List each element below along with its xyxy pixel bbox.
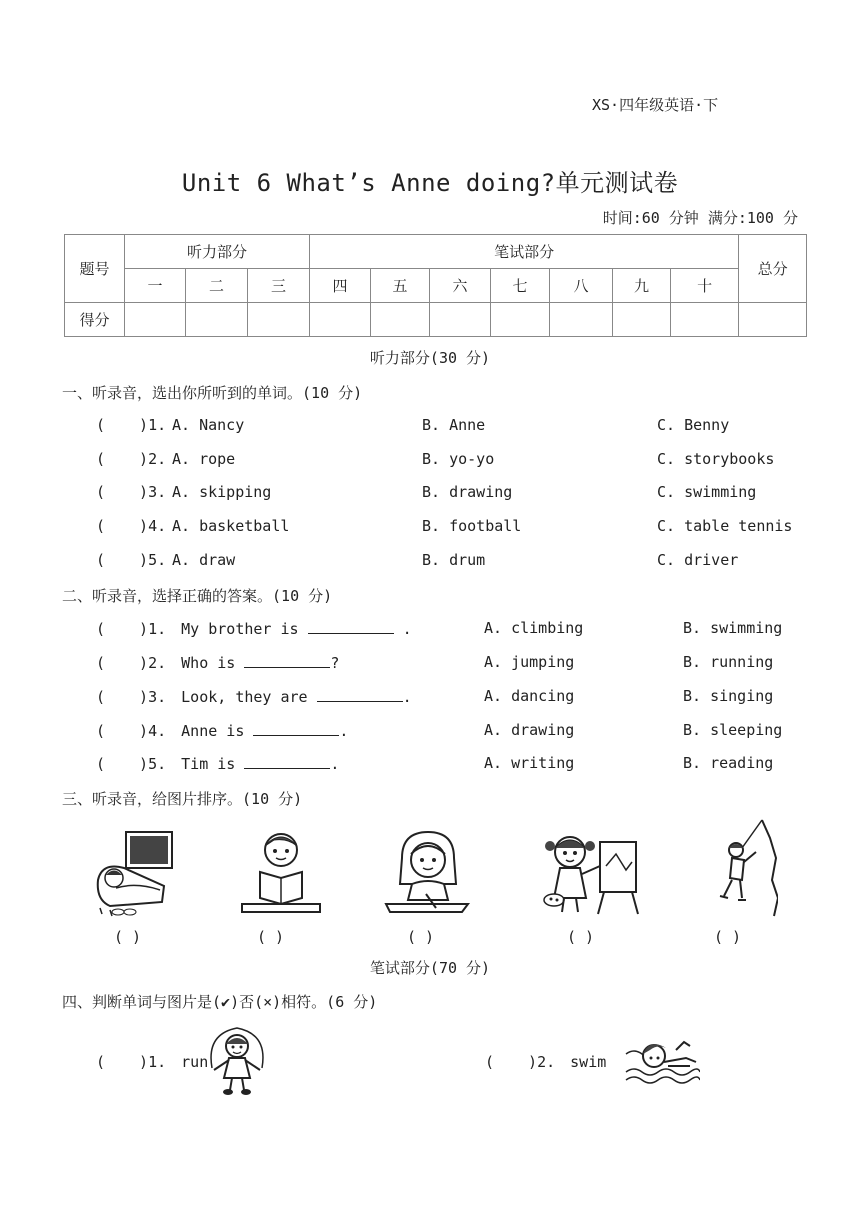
option-a: A. draw [172,551,236,569]
option-c: C. swimming [657,483,757,501]
option-a: A. dancing [484,687,575,705]
s1-q1 [96,416,166,434]
question-text: Anne is [181,722,245,740]
option-a: A. Nancy [172,416,245,434]
question-word: swim [570,1053,607,1071]
option-b: B. football [422,517,522,535]
reading-picture [238,826,324,916]
score-table [64,234,807,337]
order-slot[interactable]: ( ) [114,928,142,946]
score-cell[interactable] [430,303,491,337]
score-cell[interactable] [248,303,310,337]
s1-q2 [96,450,166,468]
option-b: B. sleeping [683,721,783,739]
answer-paren[interactable]: ( ) [96,620,149,638]
answer-paren[interactable]: ( ) [96,722,149,740]
s2-q3: ( )3. Look, they are . [96,688,412,706]
number-cell: 六 [430,269,491,303]
option-a: A. jumping [484,653,575,671]
answer-blank[interactable] [244,754,330,769]
option-b: B. reading [683,754,774,772]
option-c: C. table tennis [657,517,793,535]
s2-q4: ( )4. Anne is . [96,722,349,740]
option-b: B. Anne [422,416,486,434]
number-cell: 七 [491,269,550,303]
number-cell: 八 [550,269,613,303]
s2-q5: ( )5. Tim is . [96,755,340,773]
score-cell[interactable] [186,303,248,337]
question-number: 5. [148,755,167,773]
option-b: B. drum [422,551,486,569]
written-label-cell: 笔试部分 [310,235,739,269]
option-c: C. Benny [657,416,730,434]
score-cell[interactable] [550,303,613,337]
total-label-cell: 总分 [739,235,807,303]
s4-q1 [96,1053,208,1071]
s2-q2: ( )2. Who is ? [96,654,340,672]
answer-blank[interactable] [244,653,330,668]
option-a: A. climbing [484,619,584,637]
question-number: 4. [148,722,167,740]
score-cell[interactable] [739,303,807,337]
order-slot[interactable]: ( ) [714,928,742,946]
score-cell[interactable] [491,303,550,337]
number-cell: 十 [671,269,739,303]
number-cell: 九 [613,269,671,303]
answer-blank[interactable] [253,721,339,736]
order-slot[interactable]: ( ) [567,928,595,946]
score-cell[interactable] [671,303,739,337]
option-a: A. skipping [172,483,272,501]
question-number: 2. [537,1053,556,1071]
answer-paren[interactable]: ( ) [96,688,149,706]
question-text: Tim is [181,755,236,773]
option-c: C. driver [657,551,739,569]
option-b: B. drawing [422,483,513,501]
answer-paren[interactable]: ( ) [96,483,149,501]
option-a: A. rope [172,450,236,468]
row-label-cell: 题号 [65,235,125,303]
number-cell: 五 [371,269,430,303]
answer-paren[interactable]: ( ) [96,416,149,434]
question-number: 1. [148,620,167,638]
climbing-picture [702,818,778,918]
section1-heading: 一、听录音，选出你所听到的单词。(10 分) [62,384,363,402]
answer-paren[interactable]: ( ) [96,551,149,569]
answer-paren[interactable]: ( ) [485,1053,538,1071]
question-number: 4. [148,517,167,535]
option-b: B. swimming [683,619,783,637]
score-cell[interactable] [125,303,186,337]
swimming-picture [624,1032,700,1088]
answer-paren[interactable]: ( ) [96,517,149,535]
answer-blank[interactable] [317,687,403,702]
listening-header: 听力部分(30 分) [369,349,491,367]
order-slot[interactable]: ( ) [257,928,285,946]
option-b: B. singing [683,687,774,705]
answer-paren[interactable]: ( ) [96,755,149,773]
answer-paren[interactable]: ( ) [96,654,149,672]
question-text: Who is [181,654,236,672]
s1-q3 [96,483,166,501]
question-number: 2. [148,654,167,672]
jump-rope-picture [204,1024,270,1096]
option-a: A. writing [484,754,575,772]
s2-q1: ( )1. My brother is . [96,620,412,638]
option-b: B. yo-yo [422,450,495,468]
number-cell: 三 [248,269,310,303]
question-number: 1. [148,1053,167,1071]
drawing-picture [542,826,642,916]
score-cell[interactable] [371,303,430,337]
writing-picture [382,828,472,916]
question-number: 3. [148,688,167,706]
section4-heading: 四、判断单词与图片是(✔)否(×)相符。(6 分) [62,993,378,1011]
question-number: 1. [148,416,167,434]
answer-paren[interactable]: ( ) [96,450,149,468]
written-header: 笔试部分(70 分) [369,959,491,977]
section3-heading: 三、听录音，给图片排序。(10 分) [62,790,303,808]
time-info: 时间:60 分钟 满分:100 分 [602,209,798,227]
listening-label-cell: 听力部分 [125,235,310,269]
question-text: My brother is [181,620,299,638]
question-number: 2. [148,450,167,468]
option-a: A. drawing [484,721,575,739]
s4-q2 [485,1053,606,1071]
number-cell: 二 [186,269,248,303]
question-number: 5. [148,551,167,569]
number-cell: 一 [125,269,186,303]
sleeping-picture [92,828,182,918]
answer-paren[interactable]: ( ) [96,1053,149,1071]
score-cell[interactable] [613,303,671,337]
option-a: A. basketball [172,517,290,535]
question-word: run [181,1053,209,1071]
score-cell[interactable] [310,303,371,337]
option-b: B. running [683,653,774,671]
score-label-cell: 得分 [65,303,125,337]
section2-heading: 二、听录音，选择正确的答案。(10 分) [62,587,333,605]
page-title: Unit 6 What’s Anne doing?单元测试卷 [181,169,679,197]
option-c: C. storybooks [657,450,775,468]
question-number: 3. [148,483,167,501]
answer-blank[interactable] [308,619,394,634]
s1-q4 [96,517,166,535]
number-cell: 四 [310,269,371,303]
question-text: Look, they are [181,688,308,706]
header-tag: XS·四年级英语·下 [592,96,719,114]
order-slot[interactable]: ( ) [407,928,435,946]
s1-q5 [96,551,166,569]
